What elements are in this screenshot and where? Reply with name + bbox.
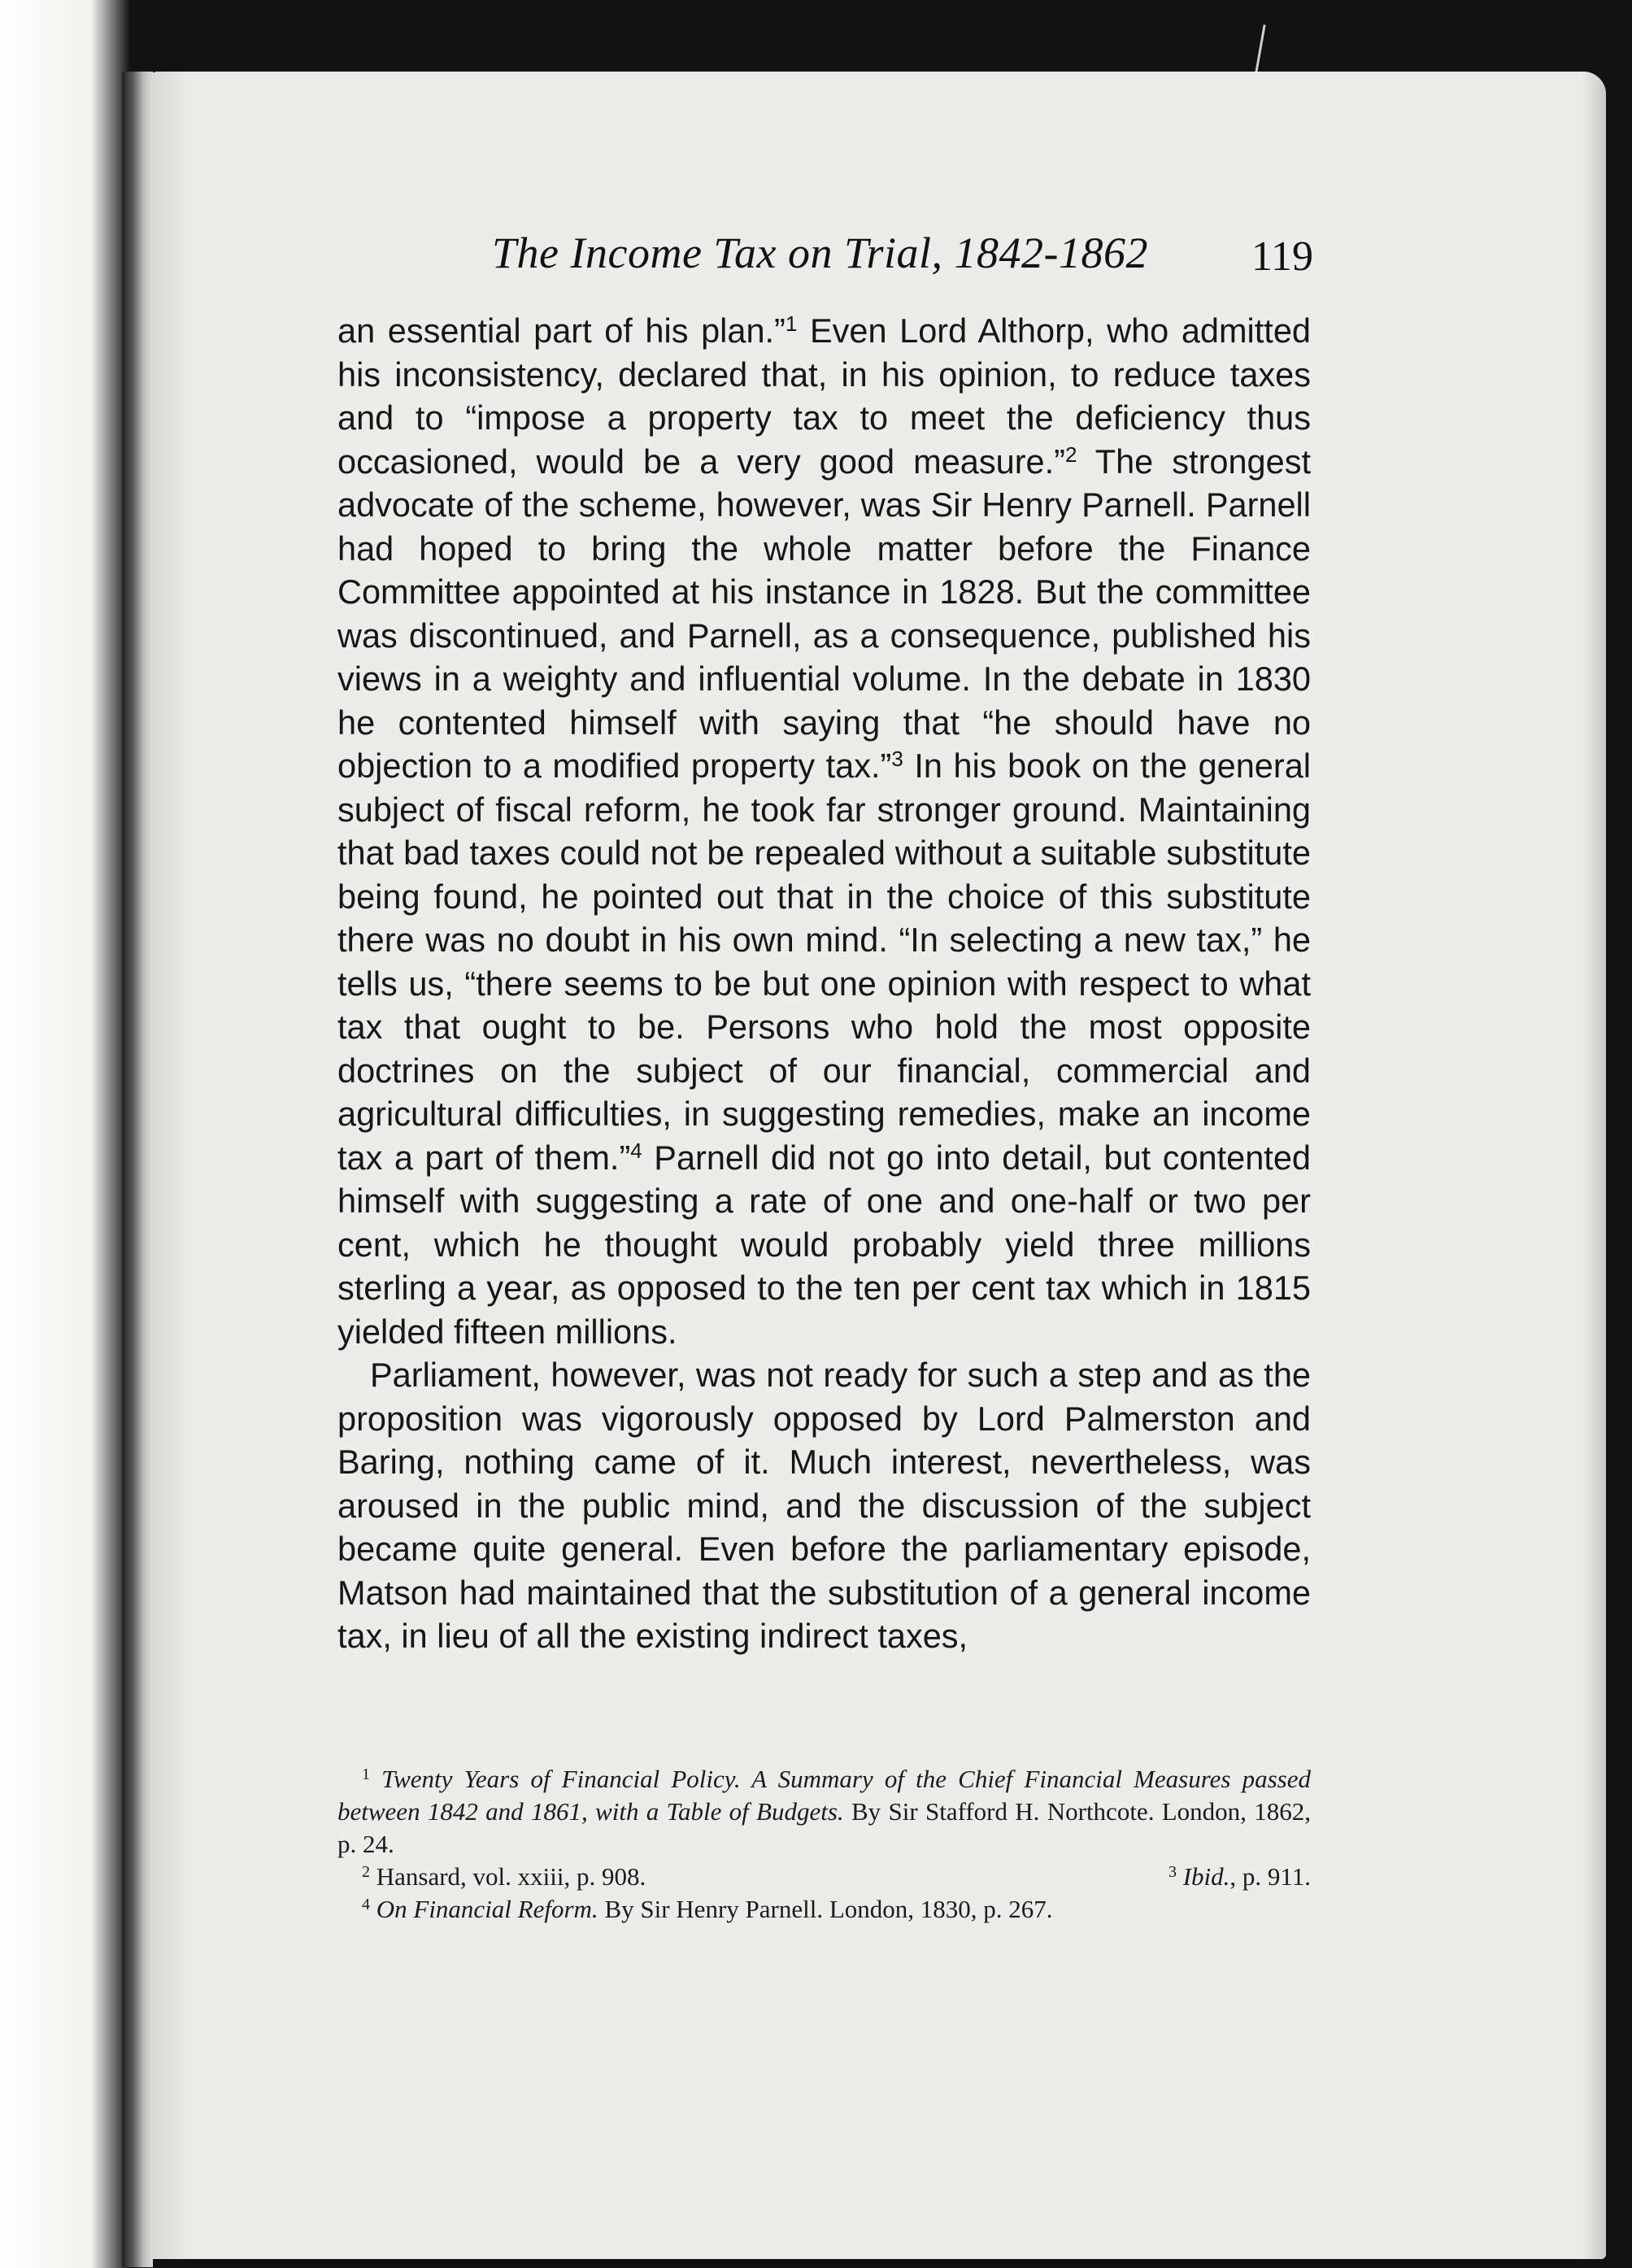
footnote-3 [1169,1861,1311,1893]
footnote-4-mark: 4 [362,1896,370,1913]
footnotes [337,1763,1311,1926]
footnote-1-mark: 1 [362,1765,370,1783]
footnote-4 [337,1893,1311,1926]
page-header [492,228,1313,301]
footnote-1-title: Twenty Years of Financial Policy. A Summary of the Chief Financial Measures passed between 1842 and 1861, with a Table of Budgets. [337,1765,1312,1826]
running-title: The Income Tax on Trial, 1842-1862 [492,229,1149,277]
footnote-3-text: , p. 911. [1229,1862,1311,1891]
footnote-1 [337,1763,1311,1861]
footnote-ref-3: 3 [891,747,903,771]
paragraph-1-text-5: Parnell did not go into detail, but contented himself with suggesting a rate of one and one-half or two per cent, which he thought would probably yield three millions sterling a year, as opposed to the ten per cent tax which in 1815 yielded fifteen millions. [337,1138,1311,1351]
page-edge-shadow [1582,72,1606,2259]
adjacent-page-edge [0,0,130,2268]
footnote-4-title: On Financial Reform. [376,1895,598,1923]
footnote-2-text: Hansard, vol. xxiii, p. 908. [376,1862,646,1891]
paragraph-1 [337,309,1311,1353]
footnote-row-2-3 [337,1861,1311,1893]
paragraph-2: Parliament, however, was not ready for such a step and as the proposition was vigorously opposed by Lord Palmerston and Baring, nothing came of it. Much interest, nevertheless, was aroused in the public mind, and the discussion of the subject became quite general. Even before the parliamentary episode, Matson had maintained that the substitution of a general income tax, in lieu of all the existing indirect taxes, [337,1356,1311,1655]
footnote-3-mark: 3 [1168,1863,1177,1881]
page-number: 119 [1251,233,1313,280]
footnote-ref-1: 1 [785,311,798,336]
footnote-2-mark: 2 [362,1863,370,1881]
paragraph-1-text-4: In his book on the general subject of fiscal reform, he took far stronger ground. Maintaining that bad taxes could not be repealed without a suitable substitute being found, he pointed out that in the choice of this substitute there was no doubt in his own mind. “In selecting a new tax,” he tells us, “there seems to be but one opinion with respect to what tax that ought to be. Persons who hold the most opposite doctrines on the subject of our financial, commercial and agricultural difficulties, in suggesting remedies, make an income tax a part of them.” [337,747,1312,1177]
body-text [337,309,1311,1658]
paragraph-1-text-3: The strongest advocate of the scheme, however, was Sir Henry Parnell. Parnell had hoped to bring the whole matter before the Finance Committee appointed at his instance in 1828. But the committee was discontinued, and Parnell, as a consequence, published his views in a weighty and influential volume. In the debate in 1830 he contented himself with saying that “he should have no objection to a modified property tax.” [337,442,1311,785]
footnote-ref-2: 2 [1064,442,1077,467]
footnote-3-ibid: Ibid. [1182,1862,1230,1891]
footnote-2 [362,1861,646,1893]
footnote-1-rest: By Sir Stafford H. Northcote. London, 1862, p. 24. [337,1797,1311,1858]
footnote-ref-4: 4 [630,1138,642,1163]
footnote-4-rest: By Sir Henry Parnell. London, 1830, p. 267. [598,1895,1053,1923]
paragraph-1-text-1: an essential part of his plan.” [337,311,786,350]
paragraph-1-text-2: Even Lord Althorp, who admitted his inconsistency, declared that, in his opinion, to reduce taxes and to “impose a property tax to meet the deficiency thus occasioned, would be a very good measure.” [337,311,1311,481]
scan-mark [1254,24,1265,77]
book-spine [122,72,153,2267]
